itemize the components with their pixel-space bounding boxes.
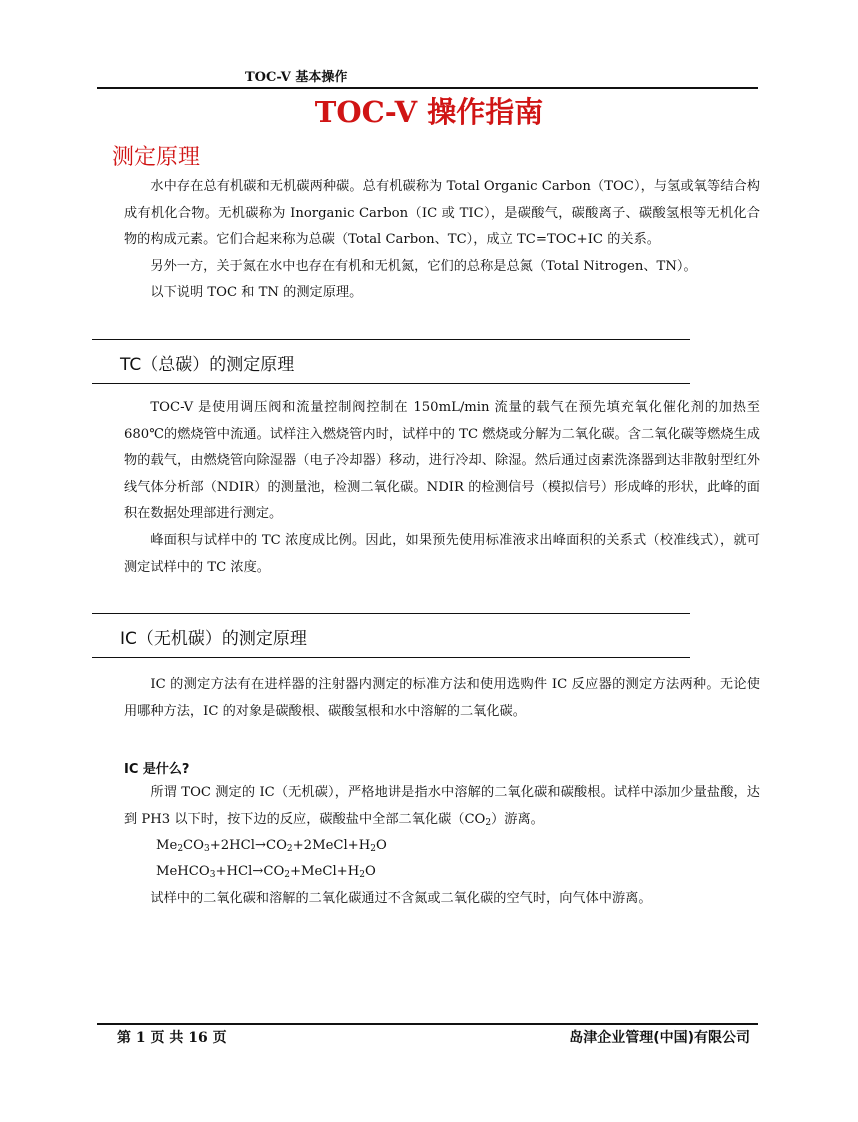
equation-text: Me — [156, 838, 178, 853]
equation-text: +MeCl+H — [290, 864, 360, 879]
closing-body — [124, 886, 760, 913]
section-heading: 测定原理 — [112, 145, 201, 170]
question-heading: IC 是什么? — [124, 762, 190, 777]
paragraph: 水中存在总有机碳和无机碳两种碳。总有机碳称为 Total Organic Carbon（TOC），与氢或氧等结合构成有机化合物。无机碳称为 Inorganic Carbon（IC 或 TIC），是碳酸气，碳酸离子、碳酸氢根等无机化合物的构成元素。它们合起来称为总碳（Total Carbon、TC），成立 TC=TOC+IC 的关系。 — [124, 179, 760, 248]
equation-text: MeHCO — [156, 864, 210, 879]
subscript: 2 — [359, 870, 365, 880]
subscript: 3 — [203, 844, 210, 854]
question-body — [124, 780, 760, 836]
paragraph: 试样中的二氧化碳和溶解的二氧化碳通过不含氮或二氧化碳的空气时，向气体中游离。 — [150, 891, 652, 906]
paragraph: 以下说明 TOC 和 TN 的测定原理。 — [150, 285, 363, 301]
company-name: 岛津企业管理(中国)有限公司 — [569, 1030, 750, 1046]
subsection-rule-bottom — [92, 657, 690, 658]
subscript: 3 — [209, 870, 216, 880]
page-title: TOC-V 操作指南 — [314, 95, 544, 129]
paragraph: IC 的测定方法有在进样器的注射器内测定的标准方法和使用选购件 IC 反应器的测定方法两种。无论使用哪种方法，IC 的对象是碳酸根、碳酸氢根和水中溶解的二氧化碳。 — [124, 677, 760, 719]
tc-body — [124, 395, 760, 581]
header-rule — [97, 87, 758, 89]
equation-text: O — [364, 864, 376, 879]
subsection-heading-ic: IC（无机碳）的测定原理 — [120, 629, 307, 649]
equation-text: +2HCl→CO — [209, 838, 287, 853]
subscript: 2 — [370, 844, 376, 854]
paragraph: 所谓 TOC 测定的 IC（无机碳），严格地讲是指水中溶解的二氧化碳和碳酸根。试样中添加少量盐酸，达到 PH3 以下时，按下边的反应，碳酸盐中全部二氧化碳$(CO_2)$游离。 — [124, 785, 760, 828]
equation-text: O — [375, 838, 387, 853]
subsection-rule-top — [92, 339, 690, 340]
equation-1 — [156, 838, 387, 854]
subscript: 2 — [286, 844, 293, 854]
paragraph: 另外一方，关于氮在水中也存在有机和无机氮，它们的总称是总氮（Total Nitrogen、TN）。 — [150, 258, 697, 274]
subsection-heading-tc: TC（总碳）的测定原理 — [120, 355, 295, 375]
paragraph: 峰面积与试样中的 TC 浓度成比例。因此，如果预先使用标准液求出峰面积的关系式（校准线式），就可测定试样中的 TC 浓度。 — [124, 532, 760, 575]
footer-rule — [97, 1023, 758, 1025]
running-header: TOC-V 基本操作 — [245, 70, 348, 85]
section-body — [124, 174, 760, 307]
subsection-rule-bottom — [92, 383, 690, 384]
page-number: 第 1 页 共 16 页 — [117, 1030, 227, 1046]
equation-text: +2MeCl+H — [292, 838, 371, 853]
ic-body — [124, 672, 760, 725]
subsection-rule-top — [92, 613, 690, 614]
equation-text: CO — [183, 838, 204, 853]
subscript: 2 — [177, 844, 184, 854]
subscript: 2 — [284, 870, 290, 880]
equation-text: +HCl→CO — [215, 864, 285, 879]
paragraph: TOC-V 是使用调压阀和流量控制阀控制在 150mL/min 流量的载气在预先填充氧化催化剂的加热至 680℃的燃烧管中流通。试样注入燃烧管内时，试样中的 TC 燃烧或分解为二氧化碳。含二氧化碳等燃烧生成物的载气，由燃烧管向除湿器（电子冷却器）移动，进行冷却、除湿。然后通过卤素洗涤器到达非散射型红外线气体分析部（NDIR）的测量池，检测二氧化碳。NDIR 的检测信号（模拟信号）形成峰的形状，此峰的面积在数据处理部进行测定。 — [124, 400, 760, 522]
equation-2 — [156, 864, 376, 880]
